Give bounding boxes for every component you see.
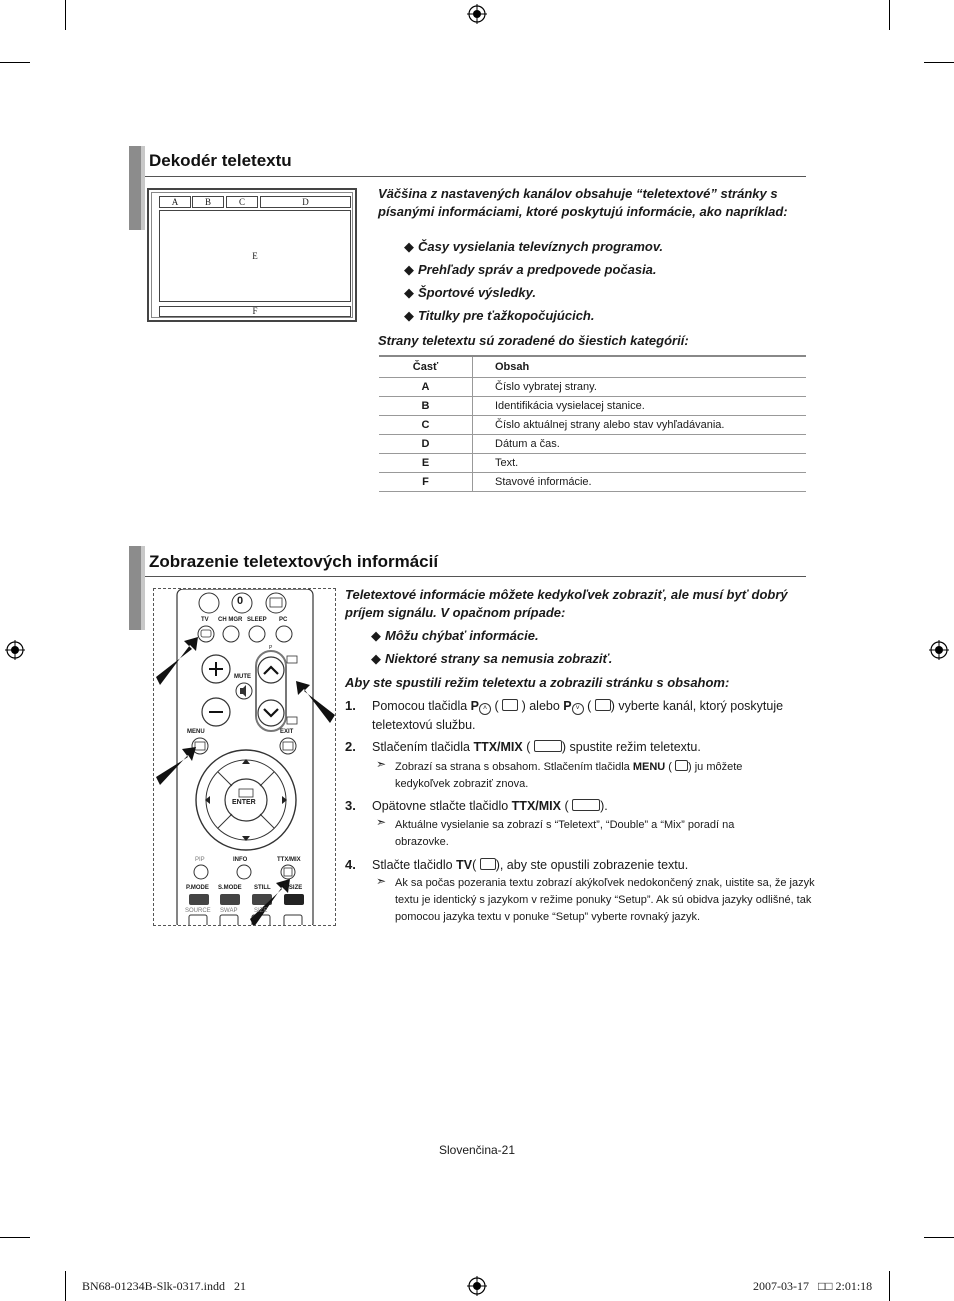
bullet-item: ◆ Môžu chýbať informácie. — [371, 628, 539, 643]
step-number: 3. — [345, 798, 356, 813]
step-text-part: ) spustite režim teletextu. — [561, 740, 701, 754]
step-text-part: ( — [472, 858, 480, 872]
key-label: TTX/MIX — [511, 799, 561, 813]
note-text-part: pomocou jazyka textu v ponuke “Setup” vyberte rovnaký jazyk. — [395, 911, 701, 923]
remote-label-ttxmix: TTX/MIX — [277, 857, 301, 863]
step-text — [372, 856, 812, 875]
parts-table — [379, 355, 806, 492]
table-header: Časť — [379, 356, 473, 378]
section-bar — [129, 546, 141, 630]
intro-text: Teletextové informácie môžete kedykoľvek zobraziť, ale musí byť dobrý príjem signálu. V opačnom prípade: — [345, 587, 788, 620]
remote-label-swap: SWAP — [220, 908, 238, 914]
section-rule — [145, 576, 806, 577]
crop-mark — [0, 1237, 30, 1238]
step-text-part: Pomocou tlačidla — [372, 699, 471, 713]
step-number: 2. — [345, 739, 356, 754]
teletext-page-up-icon — [502, 699, 518, 711]
diagram-label-b: B — [192, 196, 224, 208]
step-text-part: teletextovú službu. — [372, 718, 476, 732]
remote-label-enter: ENTER — [232, 799, 256, 806]
note-text — [395, 875, 815, 926]
step-text-part: Stlačením tlačidla — [372, 740, 474, 754]
remote-control-illustration — [153, 588, 336, 926]
registration-mark-icon — [467, 4, 487, 24]
table-cell: C — [379, 416, 473, 435]
diagram-label-f: F — [159, 306, 351, 317]
categories-intro: Strany teletextu sú zoradené do šiestich kategórií: — [378, 333, 689, 348]
crop-mark — [65, 1271, 66, 1301]
diagram-label-e: E — [159, 210, 351, 302]
note-text-part: Aktuálne vysielanie sa zobrazí s “Teletext”, “Double” a “Mix” poradí na — [395, 819, 735, 831]
remote-label-sleep: SLEEP — [247, 617, 267, 623]
note-text — [395, 817, 805, 851]
diagram-label-c: C — [226, 196, 258, 208]
note-text-part: Zobrazí sa strana s obsahom. Stlačením tlačidla — [395, 761, 633, 773]
note-arrow-icon: ➣ — [376, 874, 387, 888]
remote-label-psize: P.SIZE — [284, 885, 303, 891]
step-text — [372, 697, 812, 735]
remote-label-zero: 0 — [237, 595, 244, 607]
note-text — [395, 759, 805, 793]
table-row — [379, 454, 806, 473]
footer-file: BN68-01234B-Slk-0317.indd 21 — [82, 1279, 247, 1293]
crop-mark — [924, 1237, 954, 1238]
table-cell: D — [379, 435, 473, 454]
remote-label-pc: PC — [279, 617, 288, 623]
remote-label-pip: PIP — [195, 857, 205, 863]
remote-label-still: STILL — [254, 885, 271, 891]
footer-date: 2007-03-17 □□ 2:01:18 — [753, 1279, 873, 1293]
table-cell: Číslo aktuálnej strany alebo stav vyhľadávania. — [473, 416, 807, 435]
remote-label-tv: TV — [201, 617, 209, 623]
note-arrow-icon: ➣ — [376, 757, 387, 771]
remote-label-mute: MUTE — [234, 674, 251, 680]
teletext-mix-icon — [572, 799, 600, 811]
diagram-label-a: A — [159, 196, 191, 208]
step-text-part: ) vyberte kanál, ktorý poskytuje — [610, 699, 784, 713]
crop-mark — [65, 0, 66, 30]
menu-icon — [675, 760, 688, 771]
step-text-part: ), aby ste opustili zobrazenie textu. — [495, 858, 689, 872]
chevron-down-icon: ˅ — [572, 703, 584, 715]
remote-control-drawing — [154, 589, 336, 926]
crop-mark — [0, 62, 30, 63]
remote-label-size: SIZE — [254, 908, 268, 914]
page-number: Slovenčina-21 — [438, 1143, 516, 1157]
bullet-item: ◆ Časy vysielania televíznych programov. — [404, 239, 663, 254]
step-text — [372, 738, 812, 757]
table-row — [379, 435, 806, 454]
teletext-mix-icon — [534, 740, 562, 752]
note-text-part: textu je identický s jazykom v režime ponuky “Setup”. Ak sú obidva jazyky odlišné, tak — [395, 894, 812, 906]
registration-mark-icon — [467, 1276, 487, 1296]
section-rule — [145, 176, 806, 177]
key-label: P — [470, 699, 480, 713]
remote-label-chmgr: CH MGR — [218, 617, 243, 623]
table-row — [379, 378, 806, 397]
table-cell: Číslo vybratej strany. — [473, 378, 807, 397]
note-text-part: ) ju môžete — [688, 761, 743, 773]
remote-label-info: INFO — [233, 857, 248, 863]
step-text-part: Stlačte tlačidlo — [372, 858, 457, 872]
step-text-part: ). — [600, 799, 608, 813]
note-text-part: kedykoľvek zobraziť znova. — [395, 778, 529, 790]
remote-label-pmode: P.MODE — [186, 885, 209, 891]
note-text-part: ( — [665, 761, 676, 773]
table-cell: Dátum a čas. — [473, 435, 807, 454]
registration-mark-icon — [929, 640, 949, 660]
crop-mark — [889, 0, 890, 30]
step-text-part: ( — [522, 740, 534, 754]
registration-mark-icon — [5, 640, 25, 660]
table-cell: A — [379, 378, 473, 397]
key-label: P — [563, 699, 572, 713]
bullet-item: ◆ Niektoré strany sa nemusia zobraziť. — [371, 651, 613, 666]
step-text-part: Opätovne stlačte tlačidlo — [372, 799, 512, 813]
table-row — [379, 416, 806, 435]
bullet-item: ◆ Prehľady správ a predpovede počasia. — [404, 262, 657, 277]
table-cell: Text. — [473, 454, 807, 473]
remote-label-exit: EXIT — [280, 729, 294, 735]
bullet-item: ◆ Športové výsledky. — [404, 285, 537, 300]
table-row — [379, 397, 806, 416]
table-cell: Stavové informácie. — [473, 473, 807, 492]
step-text-part: ( — [583, 699, 595, 713]
remote-label-source: SOURCE — [185, 908, 211, 914]
crop-mark — [924, 62, 954, 63]
table-cell: F — [379, 473, 473, 492]
step-text-part: ( — [491, 699, 503, 713]
step-text-part: ( — [560, 799, 573, 813]
note-text-part: obrazovke. — [395, 836, 449, 848]
remote-label-p: P — [269, 645, 273, 651]
section-title: Dekodér teletextu — [149, 151, 292, 170]
bullet-item: ◆ Titulky pre ťažkopočujúcich. — [404, 308, 595, 323]
step-number: 4. — [345, 857, 356, 872]
table-cell: E — [379, 454, 473, 473]
steps-intro: Aby ste spustili režim teletextu a zobrazili stránku s obsahom: — [345, 675, 730, 690]
remote-label-smode: S.MODE — [218, 885, 242, 891]
section-title: Zobrazenie teletextových informácií — [149, 552, 439, 571]
tv-icon — [480, 858, 496, 870]
table-cell: Identifikácia vysielacej stanice. — [473, 397, 807, 416]
section-bar — [129, 146, 141, 230]
intro-text: Väčšina z nastavených kanálov obsahuje “teletextové” stránky s písanými informáciami, ktoré poskytujú informácie, ako napríklad: — [378, 186, 788, 219]
key-label: MENU — [632, 761, 666, 773]
remote-label-menu: MENU — [187, 729, 205, 735]
key-label: TV — [456, 858, 473, 872]
table-header-row — [379, 356, 806, 378]
step-text-part: ) alebo — [518, 699, 564, 713]
note-arrow-icon: ➣ — [376, 815, 387, 829]
teletext-diagram — [147, 188, 357, 322]
key-label: TTX/MIX — [473, 740, 523, 754]
chevron-up-icon: ˄ — [479, 703, 491, 715]
crop-mark — [889, 1271, 890, 1301]
table-row — [379, 473, 806, 492]
step-text — [372, 797, 812, 816]
table-cell: B — [379, 397, 473, 416]
teletext-page-down-icon — [595, 699, 611, 711]
table-header: Obsah — [473, 356, 807, 378]
diagram-label-d: D — [260, 196, 351, 208]
note-text-part: Ak sa počas pozerania textu zobrazí akýkoľvek nedokončený znak, uistite sa, že jazyk — [395, 877, 815, 889]
step-number: 1. — [345, 698, 356, 713]
